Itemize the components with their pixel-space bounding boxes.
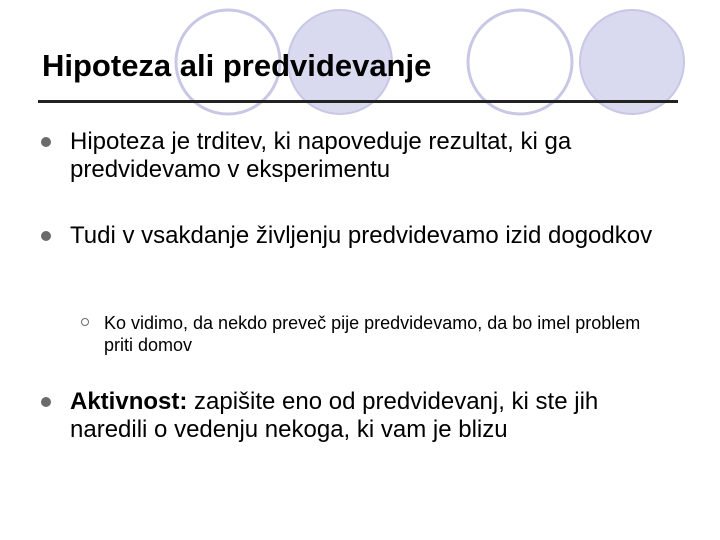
sub-bullet-icon xyxy=(80,312,104,356)
sub-bullet-text: Ko vidimo, da nekdo preveč pije predvidevamo, da bo imel problem priti domov xyxy=(104,313,641,355)
bullet-text xyxy=(70,388,680,444)
bullet-3 xyxy=(40,388,680,444)
bullet-text: Tudi v vsakdanje življenju predvidevamo izid dogodkov xyxy=(70,222,653,249)
title-underline xyxy=(38,100,678,103)
bullet-text: Hipoteza je trditev, ki napoveduje rezultat, ki ga predvidevamo v eksperimentu xyxy=(70,128,572,183)
bullet-rest-text: zapišite eno od predvidevanj, ki ste jih naredili o vedenju nekoga, ki vam je blizu xyxy=(70,388,599,443)
deco-circle-4 xyxy=(580,10,684,114)
bullet-icon xyxy=(40,388,70,444)
bullet-bold-label: Aktivnost: xyxy=(70,388,188,415)
bullet-icon xyxy=(40,222,70,250)
sub-bullet-1 xyxy=(80,312,670,356)
deco-circle-3 xyxy=(468,10,572,114)
bullet-icon xyxy=(40,128,70,184)
slide-title: Hipoteza ali predvidevanje xyxy=(42,48,432,83)
bullet-1 xyxy=(40,128,680,184)
bullet-2 xyxy=(40,222,680,250)
